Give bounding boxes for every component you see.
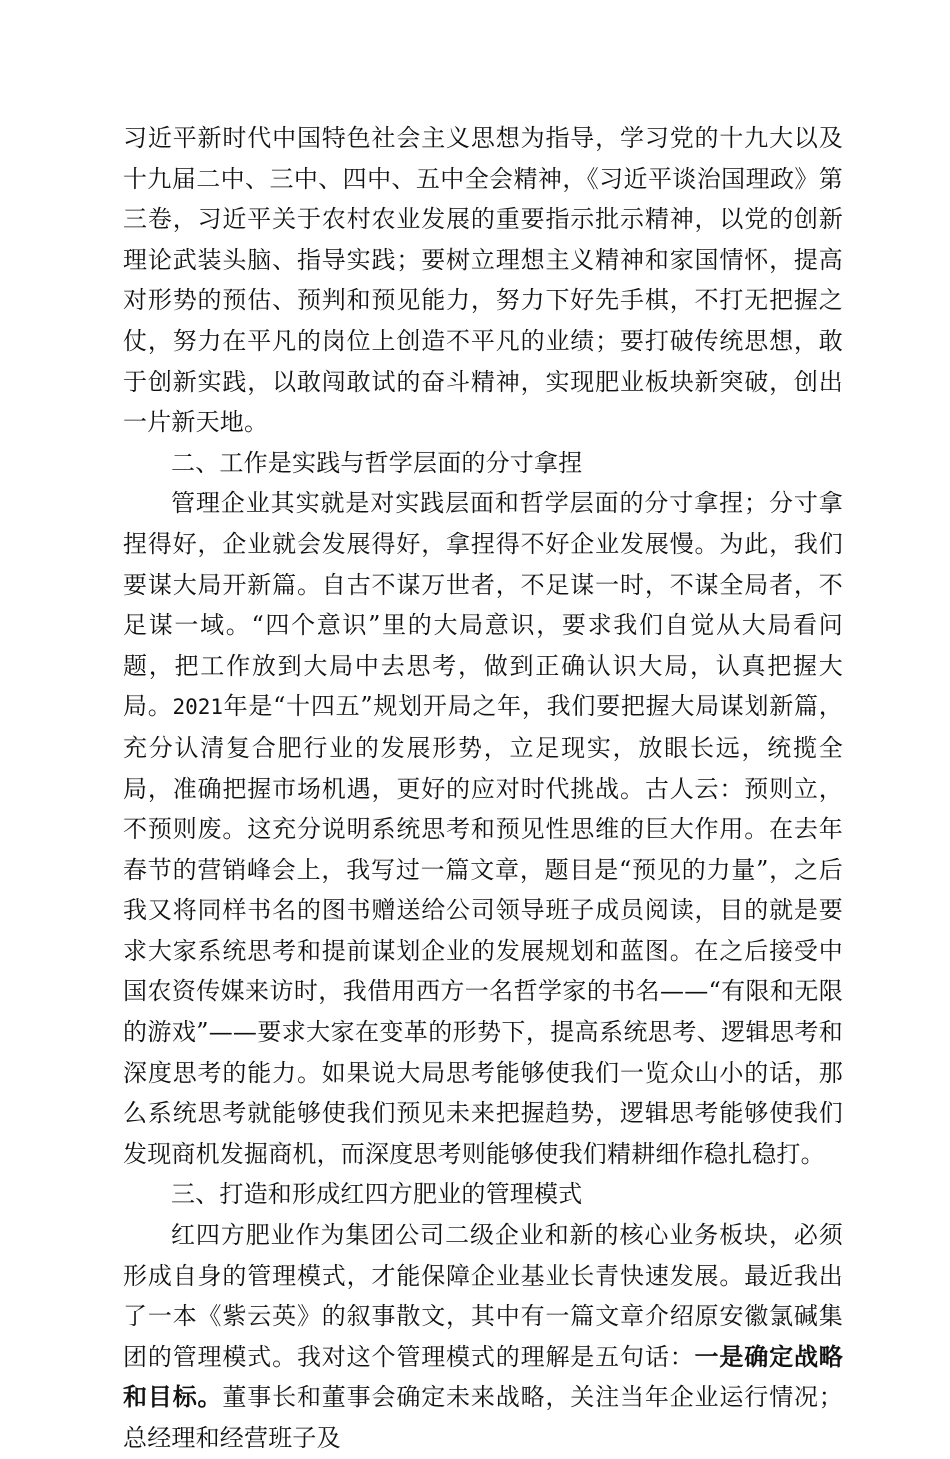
paragraph-section-2-part-b: 年是“十四五”规划开局之年，我们要把握大局谋划新篇，充分认清复合肥行业的发展形势，立足现实，放眼长远，统揽全局，准确把握市场机遇，更好的应对时代挑战。古人云：预则立，不预则废。这充分说明系统思考和预见性思维的巨大作用。在去年春节的营销峰会上，我写过一篇文章，题目是“预见的力量”，之后我又将同样书名的图书赠送给公司领导班子成员阅读，目的就是要求大家系统思考和提前谋划企业的发展规划和蓝图。在之后接受中国农资传媒来访时，我借用西方一名哲学家的书名——“有限和无限的游戏”——要求大家在变革的形势下，提高系统思考、逻辑思考和深度思考的能力。如果说大局思考能够使我们一览众山小的话，那么系统思考就能够使我们预见未来把握趋势，逻辑思考能够使我们发现商机发掘商机，而深度思考则能够使我们精耕细作稳扎稳打。 — [123, 692, 843, 1168]
paragraph-section-2 — [123, 483, 843, 1174]
section-heading-2: 二、工作是实践与哲学层面的分寸拿捏 — [171, 448, 583, 477]
paragraph-continued: 习近平新时代中国特色社会主义思想为指导，学习党的十九大以及十九届二中、三中、四中、五中全会精神，《习近平谈治国理政》第三卷，习近平关于农村农业发展的重要指示批示精神，以党的创新理论武装头脑、指导实践；要树立理想主义精神和家国情怀，提高对形势的预估、预判和预见能力，努力下好先手棋，不打无把握之仗，努力在平凡的岗位上创造不平凡的业绩；要打破传统思想，敢于创新实践，以敢闯敢试的奋斗精神，实现肥业板块新突破，创出一片新天地。 — [123, 124, 843, 437]
paragraph-section-3-part-b: 董事长和董事会确定未来战略，关注当年企业运行情况；总经理和经营班子及 — [123, 1383, 843, 1452]
paragraph-section-3 — [123, 1215, 843, 1459]
year-text: 2021 — [172, 695, 224, 720]
bold-emphasis: 一是确定战略和目标。 — [123, 1341, 843, 1412]
document-page — [123, 118, 843, 1459]
section-heading-3: 三、打造和形成红四方肥业的管理模式 — [171, 1180, 583, 1209]
paragraph-section-3-part-a: 红四方肥业作为集团公司二级企业和新的核心业务板块，必须形成自身的管理模式，才能保障企业基业长青快速发展。最近我出了一本《紫云英》的叙事散文，其中有一篇文章介绍原安徽氯碱集团的管理模式。我对这个管理模式的理解是五句话： — [123, 1221, 843, 1371]
paragraph-section-2-part-a: 管理企业其实就是对实践层面和哲学层面的分寸拿捏；分寸拿捏得好，企业就会发展得好，拿捏得不好企业发展慢。为此，我们要谋大局开新篇。自古不谋万世者，不足谋一时，不谋全局者，不足谋一域。“四个意识”里的大局意识，要求我们自觉从大局看问题，把工作放到大局中去思考，做到正确认识大局，认真把握大局。 — [123, 489, 843, 721]
